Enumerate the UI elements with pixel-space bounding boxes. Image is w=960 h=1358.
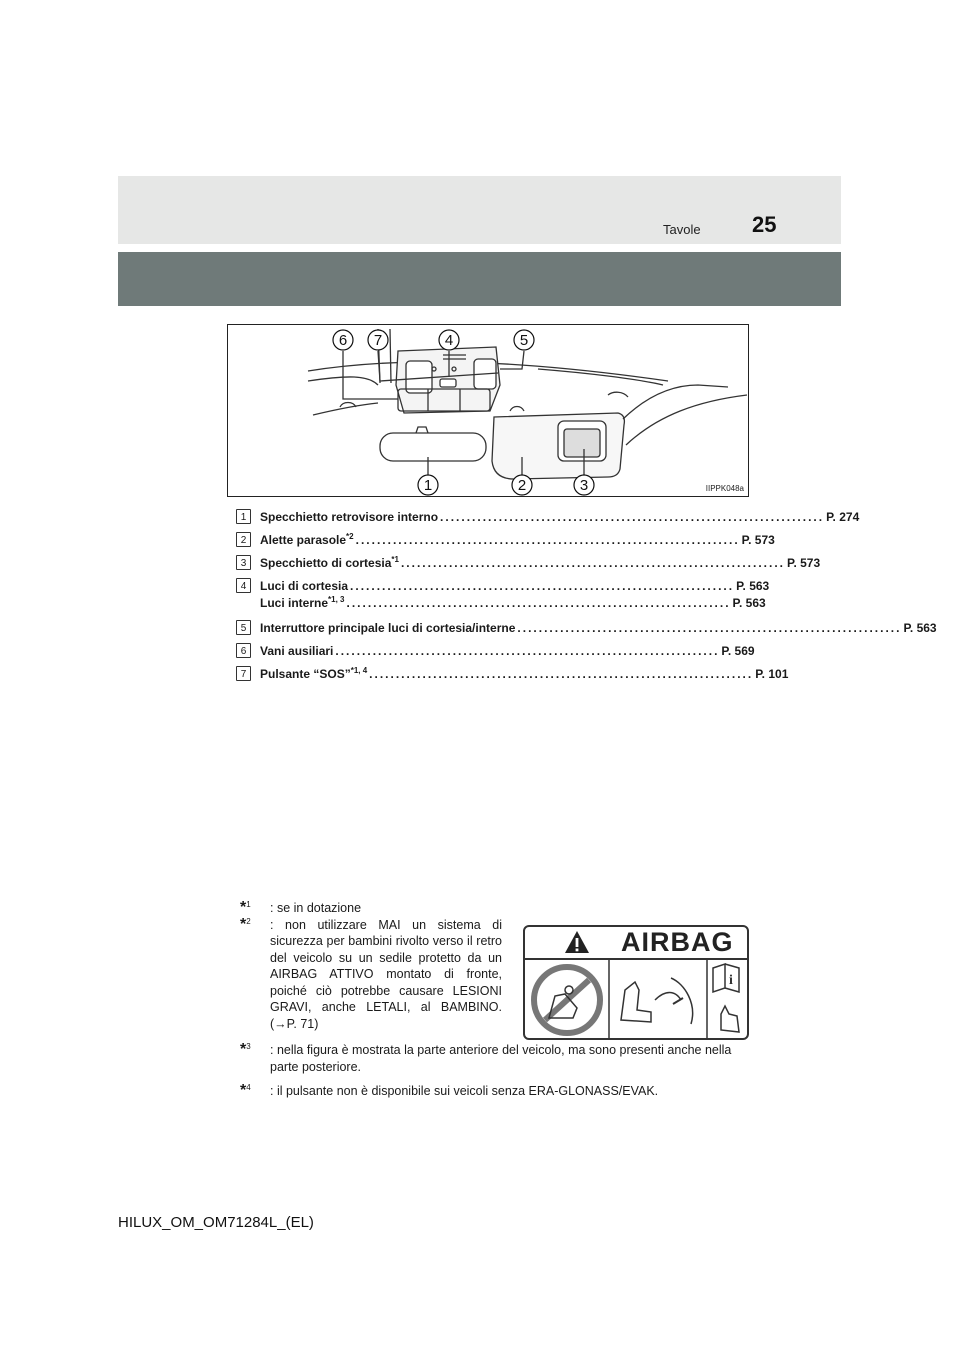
footnote-marker: *1 — [391, 555, 399, 564]
callout-6: 6 — [338, 332, 348, 349]
item-label: Luci di cortesia — [260, 579, 349, 593]
footnote-number: 4 — [246, 1082, 251, 1092]
footnote-star: * — [240, 1082, 247, 1099]
footnote-marker: *1, 3 — [328, 595, 345, 604]
page-reference-link[interactable]: P. 274 — [826, 510, 860, 524]
footnote-marker: *1, 4 — [350, 666, 368, 675]
airbag-label-header — [525, 927, 747, 960]
title-band — [118, 252, 841, 306]
page-reference-link[interactable]: P. 563 — [732, 596, 766, 610]
interior-drawing — [228, 325, 747, 495]
item-label: Vani ausiliari — [260, 644, 334, 658]
footnote-star: * — [240, 899, 247, 916]
footnote-star: * — [240, 1041, 247, 1058]
airbag-pictograms — [525, 960, 747, 1040]
footnote-text: : nella figura è mostrata la parte anteriore del veicolo, ma sono presenti anche nella parte posteriore. — [270, 1043, 732, 1074]
item-number-box: 3 — [236, 555, 251, 570]
parts-list — [236, 506, 937, 686]
item-number-box: 7 — [236, 666, 251, 681]
page-reference-link[interactable]: P. 573 — [786, 556, 821, 570]
footnote-marker: *2 — [346, 532, 354, 541]
list-item: 7 Pulsante “SOS”$^{*1, 4}$ ........................................................................ P. 101 — [236, 663, 726, 686]
airbag-word: AIRBAG — [621, 927, 734, 957]
list-item: 2 Alette parasole$^{*2}$ ........................................................................ P. 573 — [236, 529, 726, 552]
item-number-box: 1 — [236, 509, 251, 524]
no-rear-facing-seat-icon — [534, 967, 600, 1033]
page-reference-link[interactable]: P. 569 — [721, 644, 755, 658]
airbag-warning-label — [523, 925, 749, 1040]
callout-2: 2 — [517, 477, 527, 494]
list-item: 6 Vani ausiliari ........................................................................ P. 569 — [236, 640, 726, 663]
callout-7: 7 — [373, 332, 383, 349]
item-label: Specchietto retrovisore interno — [260, 510, 439, 524]
page-number: 25 — [752, 212, 777, 237]
callout-1: 1 — [423, 477, 433, 494]
document-code: HILUX_OM_OM71284L_(EL) — [118, 1214, 314, 1231]
list-item: 1 Specchietto retrovisore interno ........................................................................ P. 274 — [236, 506, 726, 529]
item-number-box: 5 — [236, 620, 251, 635]
item-label: Interruttore principale luci di cortesia/interne — [260, 621, 516, 635]
footnote-star: * — [240, 915, 247, 933]
seat-airbag-icon — [621, 978, 693, 1024]
list-item: 5 Interruttore principale luci di cortesia/interne ........................................................................ P. 563 — [236, 617, 726, 640]
list-item: 4 Luci di cortesia ........................................................................ P. 563 Luci interne$^{*1, 3}$ ........................................................................ P. 563 — [236, 575, 726, 617]
callout-5: 5 — [519, 332, 529, 349]
page-reference-link[interactable]: P. 563 — [903, 621, 937, 635]
item-number-box: 2 — [236, 532, 251, 547]
overhead-interior-illustration — [227, 324, 749, 497]
section-title: Tavole — [663, 222, 701, 237]
footnote-text: : non utilizzare MAI un sistema di sicurezza per bambini rivolto verso il retro del veicolo su un sedile protetto da un AIRBAG ATTIVO montato di fronte, poiché ciò potrebbe causare LESIONI GRAVI, anche LETALI, al BAMBINO. (→P. 71) — [270, 917, 502, 1031]
footnote-text: : se in dotazione — [270, 901, 362, 915]
item-label: Alette parasole — [260, 533, 347, 547]
item-number-box: 4 — [236, 578, 251, 593]
callout-4: 4 — [444, 332, 454, 349]
item-label: Luci interne — [260, 596, 329, 610]
footnote — [240, 900, 750, 917]
item-number-box: 6 — [236, 643, 251, 658]
footnote-number: 3 — [246, 1041, 251, 1051]
list-item: 3 Specchietto di cortesia$^{*1}$ ........................................................................ P. 573 — [236, 552, 726, 575]
footnote — [240, 917, 502, 1033]
page-reference-link[interactable]: P. 563 — [736, 579, 770, 593]
item-label: Pulsante “SOS” — [260, 667, 351, 681]
footnote — [240, 1042, 750, 1075]
callout-3: 3 — [579, 477, 589, 494]
header-band — [118, 176, 841, 244]
footnote — [240, 1083, 750, 1100]
figure-code: IIPPK048a — [705, 484, 744, 493]
footnote-number: 1 — [246, 899, 251, 909]
footnote-text: : il pulsante non è disponibile sui veicoli senza ERA-GLONASS/EVAK. — [270, 1084, 659, 1098]
svg-text:i: i — [729, 973, 733, 988]
page-reference-link[interactable]: P. 101 — [755, 667, 789, 681]
warning-triangle-icon — [563, 929, 591, 955]
page-reference-link[interactable]: P. 573 — [741, 533, 775, 547]
footnote-number: 2 — [246, 916, 251, 926]
item-label: Specchietto di cortesia — [260, 556, 392, 570]
manual-info-icon — [713, 964, 739, 1032]
